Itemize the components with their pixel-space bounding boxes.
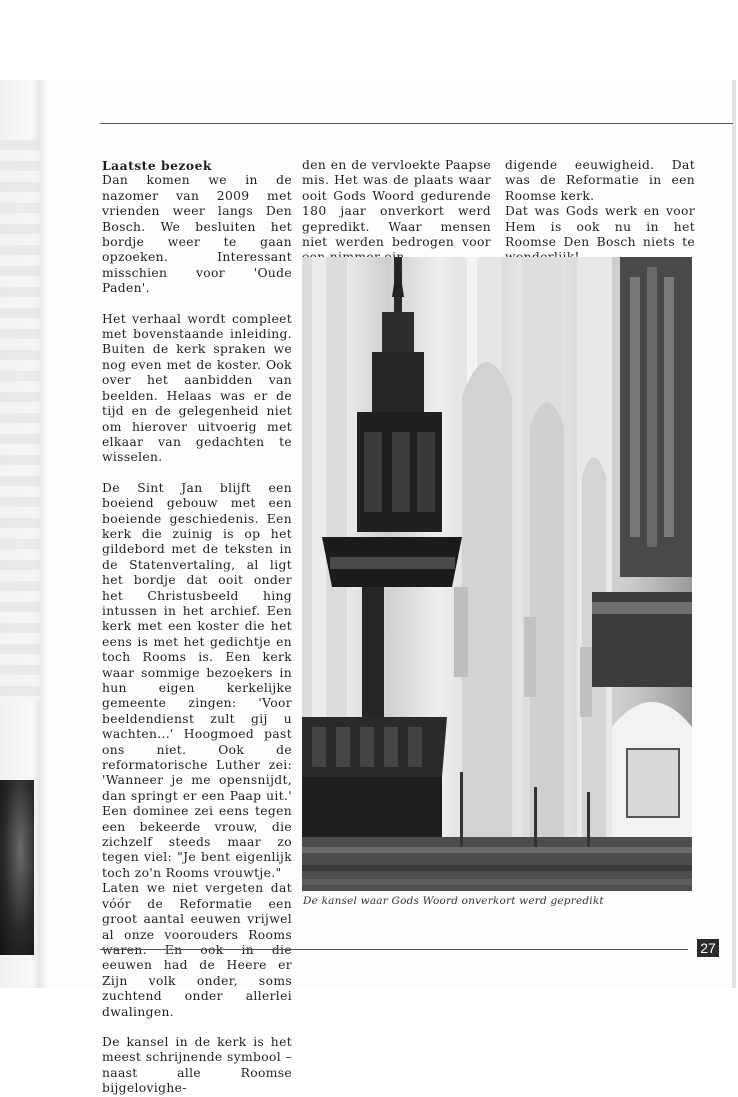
pulpit-illustration <box>302 257 692 891</box>
paragraph: Dan komen we in de nazomer van 2009 met vrienden weer langs Den Bosch. We besluiten het bordje weer te gaan opzoeken. Interessant misschien voor 'Oude Paden'. <box>102 173 292 296</box>
paragraph: Laten we niet vergeten dat vóór de Reformatie een groot aantal eeuwen vrijwel al onze voorouders Rooms waren. En ook in die eeuwen had de Heere er Zijn volk onder, soms zuchtend onder allerlei dwalingen. <box>102 881 292 1019</box>
section-heading: Laatste bezoek <box>102 158 212 173</box>
paragraph: De kansel in de kerk is het meest schrijnende symbool – naast alle Roomse bijgelovighe- <box>102 1034 292 1096</box>
paragraph: Dat was Gods werk en voor Hem is ook nu in het Roomse Den Bosch niets te <box>505 204 695 250</box>
text-column-2 <box>302 158 491 266</box>
page-number: 27 <box>697 939 719 957</box>
bottom-rule <box>100 949 688 950</box>
photo-caption: De kansel waar Gods Woord onverkort werd gepredikt <box>303 895 604 907</box>
previous-page-photo <box>0 780 34 955</box>
paragraph: Het verhaal wordt compleet met bovenstaande inleiding. Buiten de kerk spraken we nog even met de koster. Ook over het aanbidden van beelden. Helaas was er de tijd en de gelegenheid niet om hierover uitvoerig met elkaar van gedachten te wisselen. <box>102 311 292 465</box>
text-column-3 <box>505 158 695 266</box>
text-column-1 <box>102 158 292 1097</box>
previous-page-edge <box>0 80 40 988</box>
top-rule <box>100 123 733 124</box>
paragraph: digende eeuwigheid. Dat was de Reformatie in een Roomse kerk. <box>505 158 695 203</box>
magazine-page <box>40 80 736 1096</box>
church-interior-photo <box>302 257 692 891</box>
paragraph: den en de vervloekte Paapse mis. Het was de plaats waar ooit Gods Woord gedurende 180 jaar onverkort werd gepredikt. Waar mensen niet werden bedrogen voor <box>302 158 491 250</box>
previous-page-bleed-text <box>0 140 40 700</box>
paragraph: De Sint Jan blijft een boeiend gebouw met een boeiende geschiedenis. Een kerk die zuinig is op het gildebord met de teksten in de Statenvertaling, al ligt het bordje dat ooit onder het Christusbeeld hing intussen in het archief. Een kerk met een koster die het eens is met het gedichtje en toch Rooms is. Een kerk waar sommige bezoekers in hun eigen kerkelijke gemeente zingen: 'Voor beeldendienst zult gij u wachten...' Hoogmoed past ons niet. Ook de reformatorische Luther zei: 'Wanneer je me opensnijdt, dan springt er een Paap uit.' Een dominee zei eens tegen een bekeerde vrouw, die zichzelf steeds maar zo tegen viel: "Je bent eigenlijk toch zo'n Rooms vrouwtje." <box>102 480 292 880</box>
